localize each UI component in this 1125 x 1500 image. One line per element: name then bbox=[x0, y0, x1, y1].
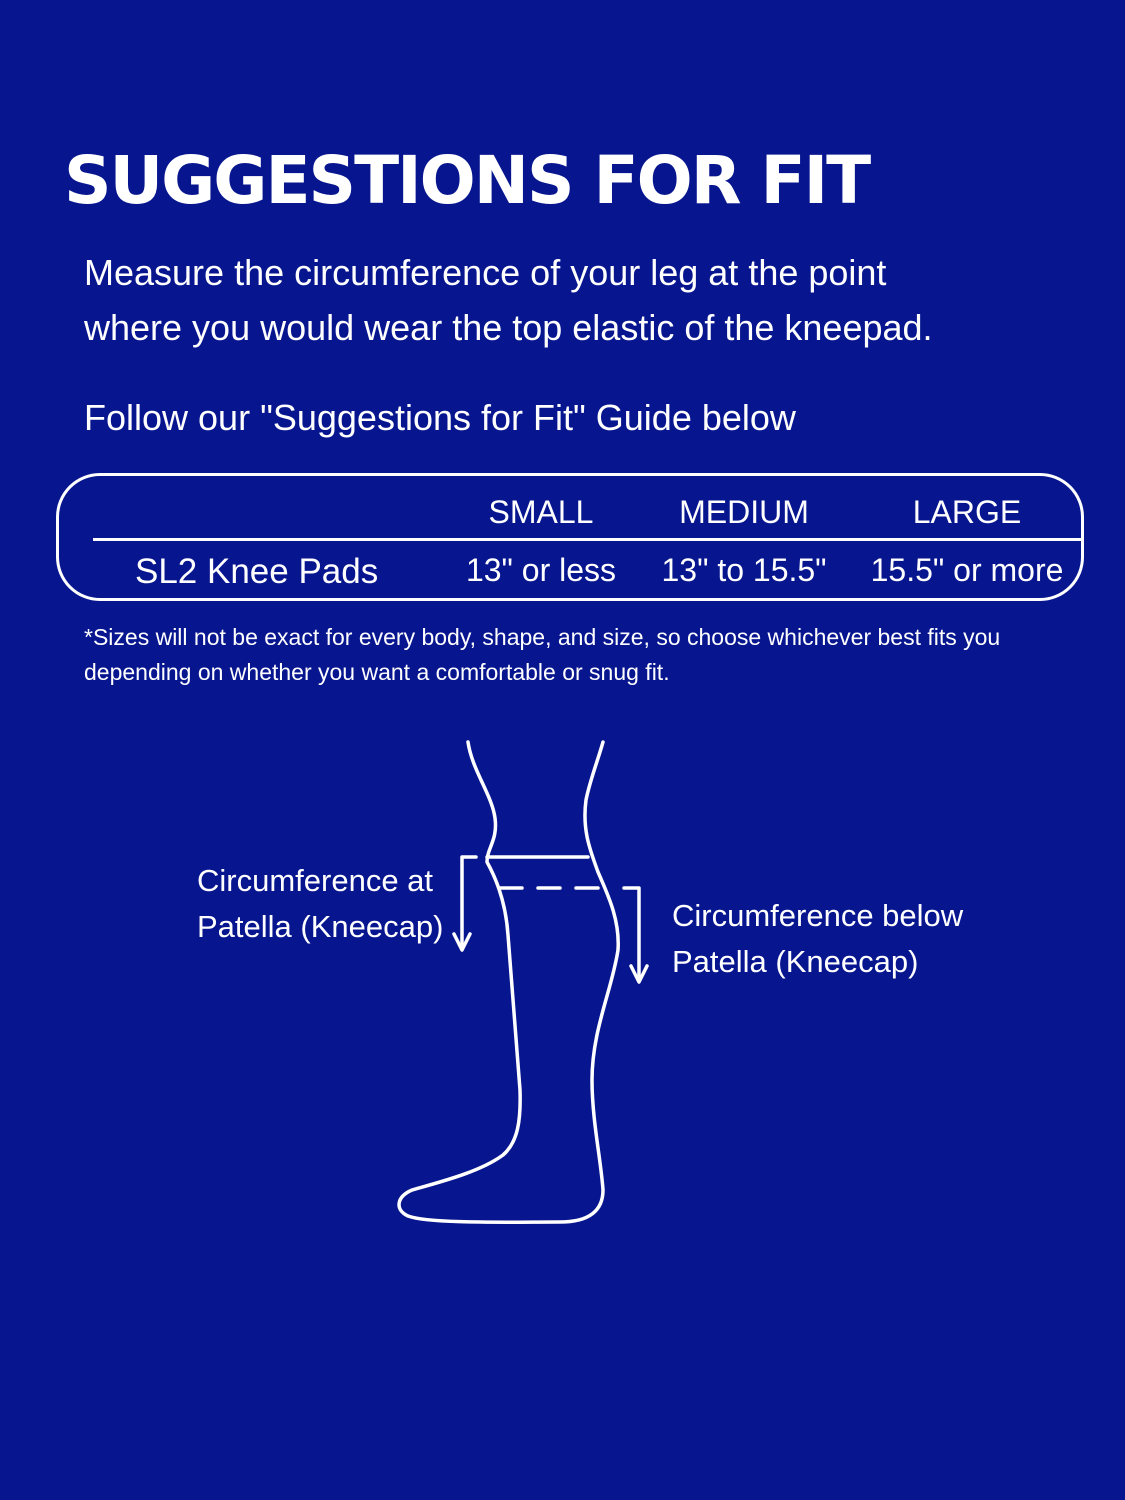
measure-instructions-line-1: Measure the circumference of your leg at the point bbox=[84, 252, 887, 293]
row-label-product: SL2 Knee Pads bbox=[135, 552, 379, 591]
page-title: SUGGESTIONS FOR FIT bbox=[64, 142, 870, 219]
measure-instructions bbox=[84, 245, 1084, 355]
sizing-disclaimer bbox=[84, 620, 1094, 690]
size-table bbox=[56, 473, 1084, 601]
sizing-disclaimer-line-1: *Sizes will not be exact for every body, shape, and size, so choose whichever best fits you bbox=[84, 624, 1001, 650]
label-at-line-2: Patella (Kneecap) bbox=[197, 909, 444, 944]
column-header-large: LARGE bbox=[912, 494, 1022, 530]
arrow-below-patella-head bbox=[631, 966, 647, 982]
label-below-line-1: Circumference below bbox=[672, 898, 964, 933]
column-header-small: SMALL bbox=[488, 494, 594, 530]
arrow-at-patella-head bbox=[454, 934, 470, 950]
label-below-line-2: Patella (Kneecap) bbox=[672, 944, 919, 979]
guide-prompt: Follow our "Suggestions for Fit" Guide below bbox=[84, 397, 796, 438]
arrow-below-patella bbox=[624, 888, 639, 980]
measure-instructions-line-2: where you would wear the top elastic of the kneepad. bbox=[84, 307, 933, 348]
size-value-large: 15.5" or more bbox=[870, 552, 1064, 588]
label-circumference-at-patella bbox=[197, 858, 443, 950]
size-value-medium: 13" to 15.5" bbox=[661, 552, 827, 588]
label-circumference-below-patella bbox=[672, 893, 963, 985]
label-at-line-1: Circumference at bbox=[197, 863, 434, 898]
size-value-small: 13" or less bbox=[465, 552, 617, 588]
column-header-medium: MEDIUM bbox=[679, 494, 809, 530]
sizing-disclaimer-line-2: depending on whether you want a comfortable or snug fit. bbox=[84, 659, 670, 685]
table-divider bbox=[93, 538, 1081, 541]
arrow-at-patella bbox=[462, 857, 476, 948]
leg-outline-left bbox=[399, 742, 618, 1222]
